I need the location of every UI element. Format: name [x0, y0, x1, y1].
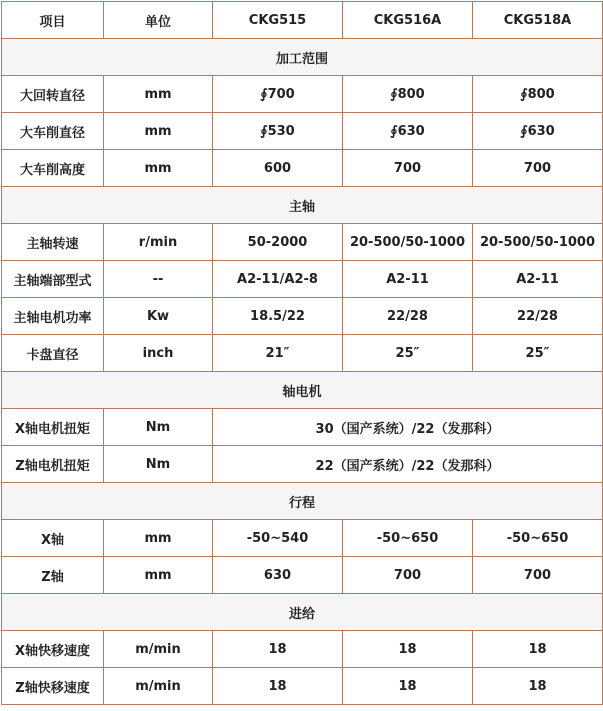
value-cell: ∮630 [473, 113, 603, 150]
row-label: Z轴快移速度 [2, 668, 104, 705]
row-label: 大车削高度 [2, 150, 104, 187]
value-cell: -50~650 [343, 520, 473, 557]
table-row [2, 631, 603, 668]
header-row [2, 2, 603, 39]
value-cell-merged: 30（国产系统）/22（发那科） [213, 409, 603, 446]
value-cell: 700 [343, 557, 473, 594]
value-cell: A2-11/A2-8 [213, 261, 343, 298]
value-cell: 700 [343, 150, 473, 187]
row-label: 主轴端部型式 [2, 261, 104, 298]
table-row [2, 113, 603, 150]
value-cell: 18 [473, 631, 603, 668]
header-model-ckg518a: CKG518A [473, 2, 603, 39]
section-title: 行程 [2, 483, 603, 520]
table-row [2, 409, 603, 446]
row-unit: Nm [104, 409, 213, 446]
value-cell: 21″ [213, 335, 343, 372]
value-cell: 18 [343, 631, 473, 668]
value-cell: 18 [213, 631, 343, 668]
table-row [2, 520, 603, 557]
value-cell: A2-11 [343, 261, 473, 298]
value-cell: ∮530 [213, 113, 343, 150]
value-cell: 18 [473, 668, 603, 705]
section-row [2, 594, 603, 631]
value-cell: 22/28 [343, 298, 473, 335]
table-row [2, 668, 603, 705]
value-cell: 50-2000 [213, 224, 343, 261]
value-cell: A2-11 [473, 261, 603, 298]
spec-table [1, 1, 603, 705]
value-cell: ∮700 [213, 76, 343, 113]
row-label: X轴 [2, 520, 104, 557]
value-cell: 20-500/50-1000 [343, 224, 473, 261]
row-label: 大车削直径 [2, 113, 104, 150]
row-unit: Kw [104, 298, 213, 335]
row-unit: mm [104, 113, 213, 150]
value-cell: 20-500/50-1000 [473, 224, 603, 261]
row-unit: mm [104, 76, 213, 113]
section-row [2, 372, 603, 409]
row-label: 主轴转速 [2, 224, 104, 261]
value-cell: 18.5/22 [213, 298, 343, 335]
value-cell: 25″ [343, 335, 473, 372]
row-label: X轴电机扭矩 [2, 409, 104, 446]
table-row [2, 76, 603, 113]
section-row [2, 187, 603, 224]
header-model-ckg515: CKG515 [213, 2, 343, 39]
value-cell: -50~540 [213, 520, 343, 557]
section-title: 加工范围 [2, 39, 603, 76]
row-unit: m/min [104, 631, 213, 668]
row-unit: mm [104, 150, 213, 187]
row-label: X轴快移速度 [2, 631, 104, 668]
row-unit: r/min [104, 224, 213, 261]
value-cell: -50~650 [473, 520, 603, 557]
value-cell: 700 [473, 150, 603, 187]
value-cell: ∮800 [343, 76, 473, 113]
header-unit: 单位 [104, 2, 213, 39]
row-unit: inch [104, 335, 213, 372]
row-unit: Nm [104, 446, 213, 483]
value-cell: 25″ [473, 335, 603, 372]
row-unit: mm [104, 557, 213, 594]
value-cell: 22/28 [473, 298, 603, 335]
value-cell: 700 [473, 557, 603, 594]
value-cell: 18 [343, 668, 473, 705]
table-row [2, 335, 603, 372]
row-unit: -- [104, 261, 213, 298]
value-cell-merged: 22（国产系统）/22（发那科） [213, 446, 603, 483]
section-title: 轴电机 [2, 372, 603, 409]
section-row [2, 483, 603, 520]
value-cell: ∮630 [343, 113, 473, 150]
row-label: 主轴电机功率 [2, 298, 104, 335]
value-cell: 630 [213, 557, 343, 594]
table-row [2, 298, 603, 335]
section-title: 进给 [2, 594, 603, 631]
value-cell: 600 [213, 150, 343, 187]
table-row [2, 261, 603, 298]
section-row [2, 39, 603, 76]
row-unit: mm [104, 520, 213, 557]
header-model-ckg516a: CKG516A [343, 2, 473, 39]
table-row [2, 150, 603, 187]
table-row [2, 557, 603, 594]
spec-table-body [2, 2, 603, 705]
row-label: 大回转直径 [2, 76, 104, 113]
row-unit: m/min [104, 668, 213, 705]
value-cell: ∮800 [473, 76, 603, 113]
value-cell: 18 [213, 668, 343, 705]
row-label: Z轴 [2, 557, 104, 594]
row-label: 卡盘直径 [2, 335, 104, 372]
row-label: Z轴电机扭矩 [2, 446, 104, 483]
table-row [2, 446, 603, 483]
header-item: 项目 [2, 2, 104, 39]
table-row [2, 224, 603, 261]
section-title: 主轴 [2, 187, 603, 224]
